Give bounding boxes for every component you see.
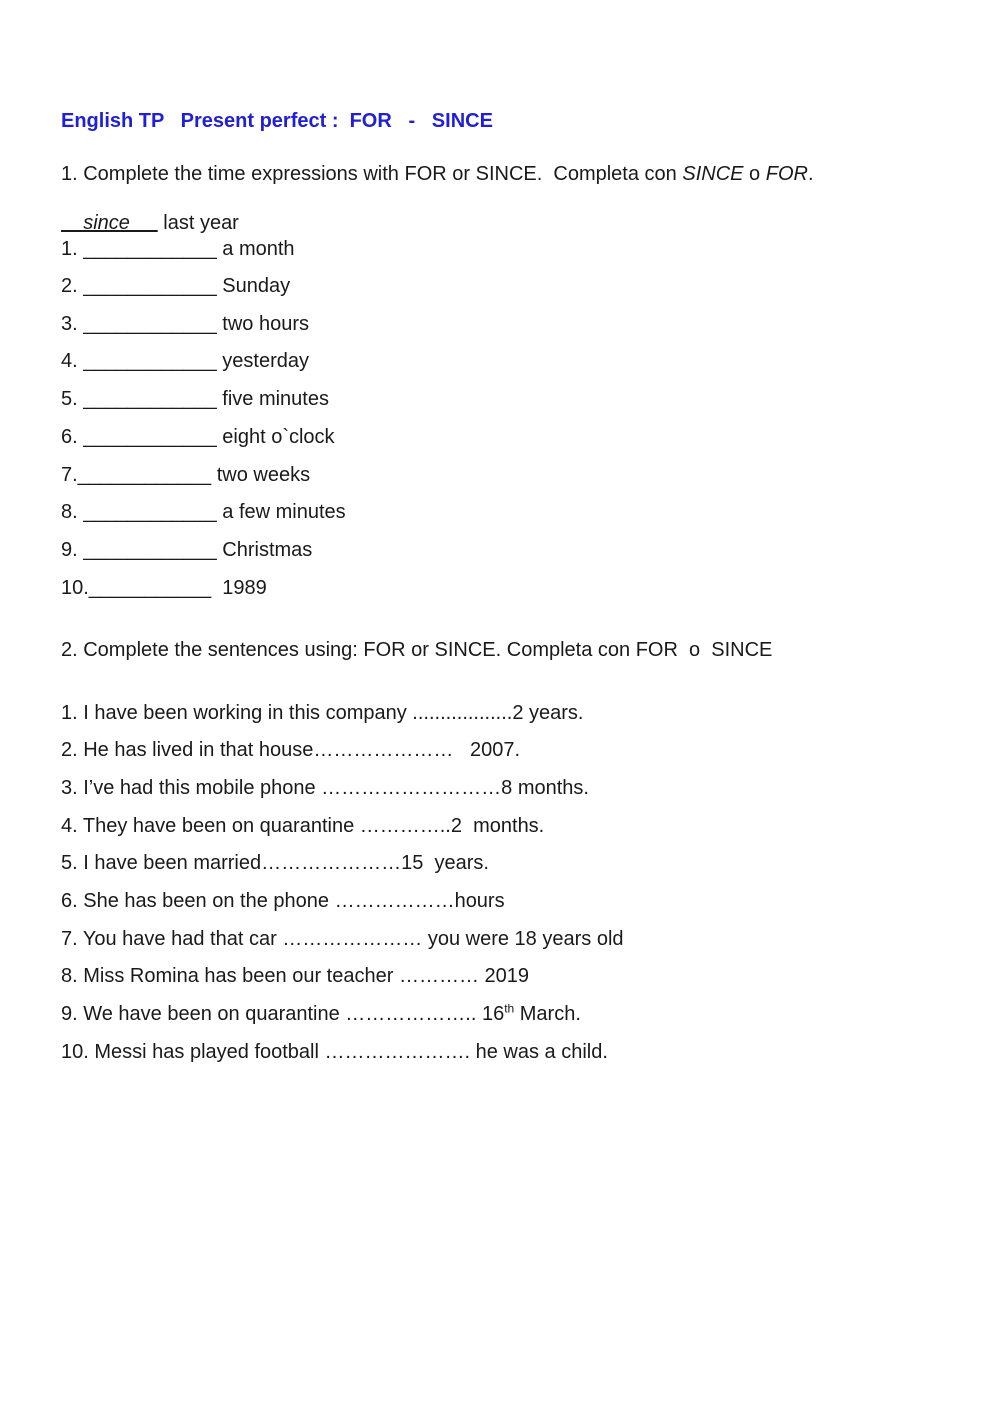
exercise2-item: 3. I’ve had this mobile phone ………………………8 months.: [61, 777, 589, 799]
exercise1-item: 8. ____________ a few minutes: [61, 501, 346, 523]
exercise2-item: 2. He has lived in that house………………… 2007.: [61, 739, 521, 761]
exercise1-item: 6. ____________ eight o`clock: [61, 426, 335, 448]
exercise1-example: [61, 211, 239, 235]
item9-suffix: March.: [514, 1003, 581, 1025]
exercise1-item: 10.___________ 1989: [61, 577, 267, 599]
exercise1-item: 2. ____________ Sunday: [61, 275, 291, 297]
exercise2-item: 4. They have been on quarantine …………..2 months.: [61, 815, 545, 837]
exercise1-instruction-o: o: [743, 163, 766, 185]
exercise2-item: 1. I have been working in this company ..................2 years.: [61, 702, 584, 724]
exercise1-instruction-prefix: 1. Complete the time expressions with FOR or SINCE. Completa con: [61, 163, 683, 185]
exercise2-item: 8. Miss Romina has been our teacher ………… 2019: [61, 965, 529, 987]
exercise1-item: 1. ____________ a month: [61, 238, 295, 260]
item9-superscript: th: [504, 1001, 515, 1016]
exercise1-instruction: [61, 162, 814, 186]
exercise1-item: 4. ____________ yesterday: [61, 350, 309, 372]
exercise1-item: 7.____________ two weeks: [61, 464, 311, 486]
exercise1-instruction-since: SINCE: [682, 163, 744, 185]
item9-prefix: 9. We have been on quarantine ……………….. 16: [61, 1003, 505, 1025]
exercise1-instruction-end: .: [807, 163, 814, 185]
exercise1-item: 5. ____________ five minutes: [61, 388, 329, 410]
exercise2-item: 6. She has been on the phone ………………hours: [61, 890, 505, 912]
exercise2-instruction: 2. Complete the sentences using: FOR or SINCE. Completa con FOR o SINCE: [61, 639, 773, 661]
exercise2-item-9: [61, 1002, 581, 1026]
exercise1-item: 3. ____________ two hours: [61, 313, 309, 335]
exercise2-item: 10. Messi has played football …………………. he was a child.: [61, 1041, 608, 1063]
exercise2-item: 7. You have had that car ………………… you were 18 years old: [61, 928, 624, 950]
example-answer: since: [61, 212, 158, 234]
example-text: last year: [157, 212, 239, 234]
exercise1-instruction-for: FOR: [765, 163, 808, 185]
exercise2-item: 5. I have been married…………………15 years.: [61, 852, 489, 874]
worksheet-title: English TP Present perfect : FOR - SINCE: [61, 110, 493, 132]
exercise1-item: 9. ____________ Christmas: [61, 539, 313, 561]
